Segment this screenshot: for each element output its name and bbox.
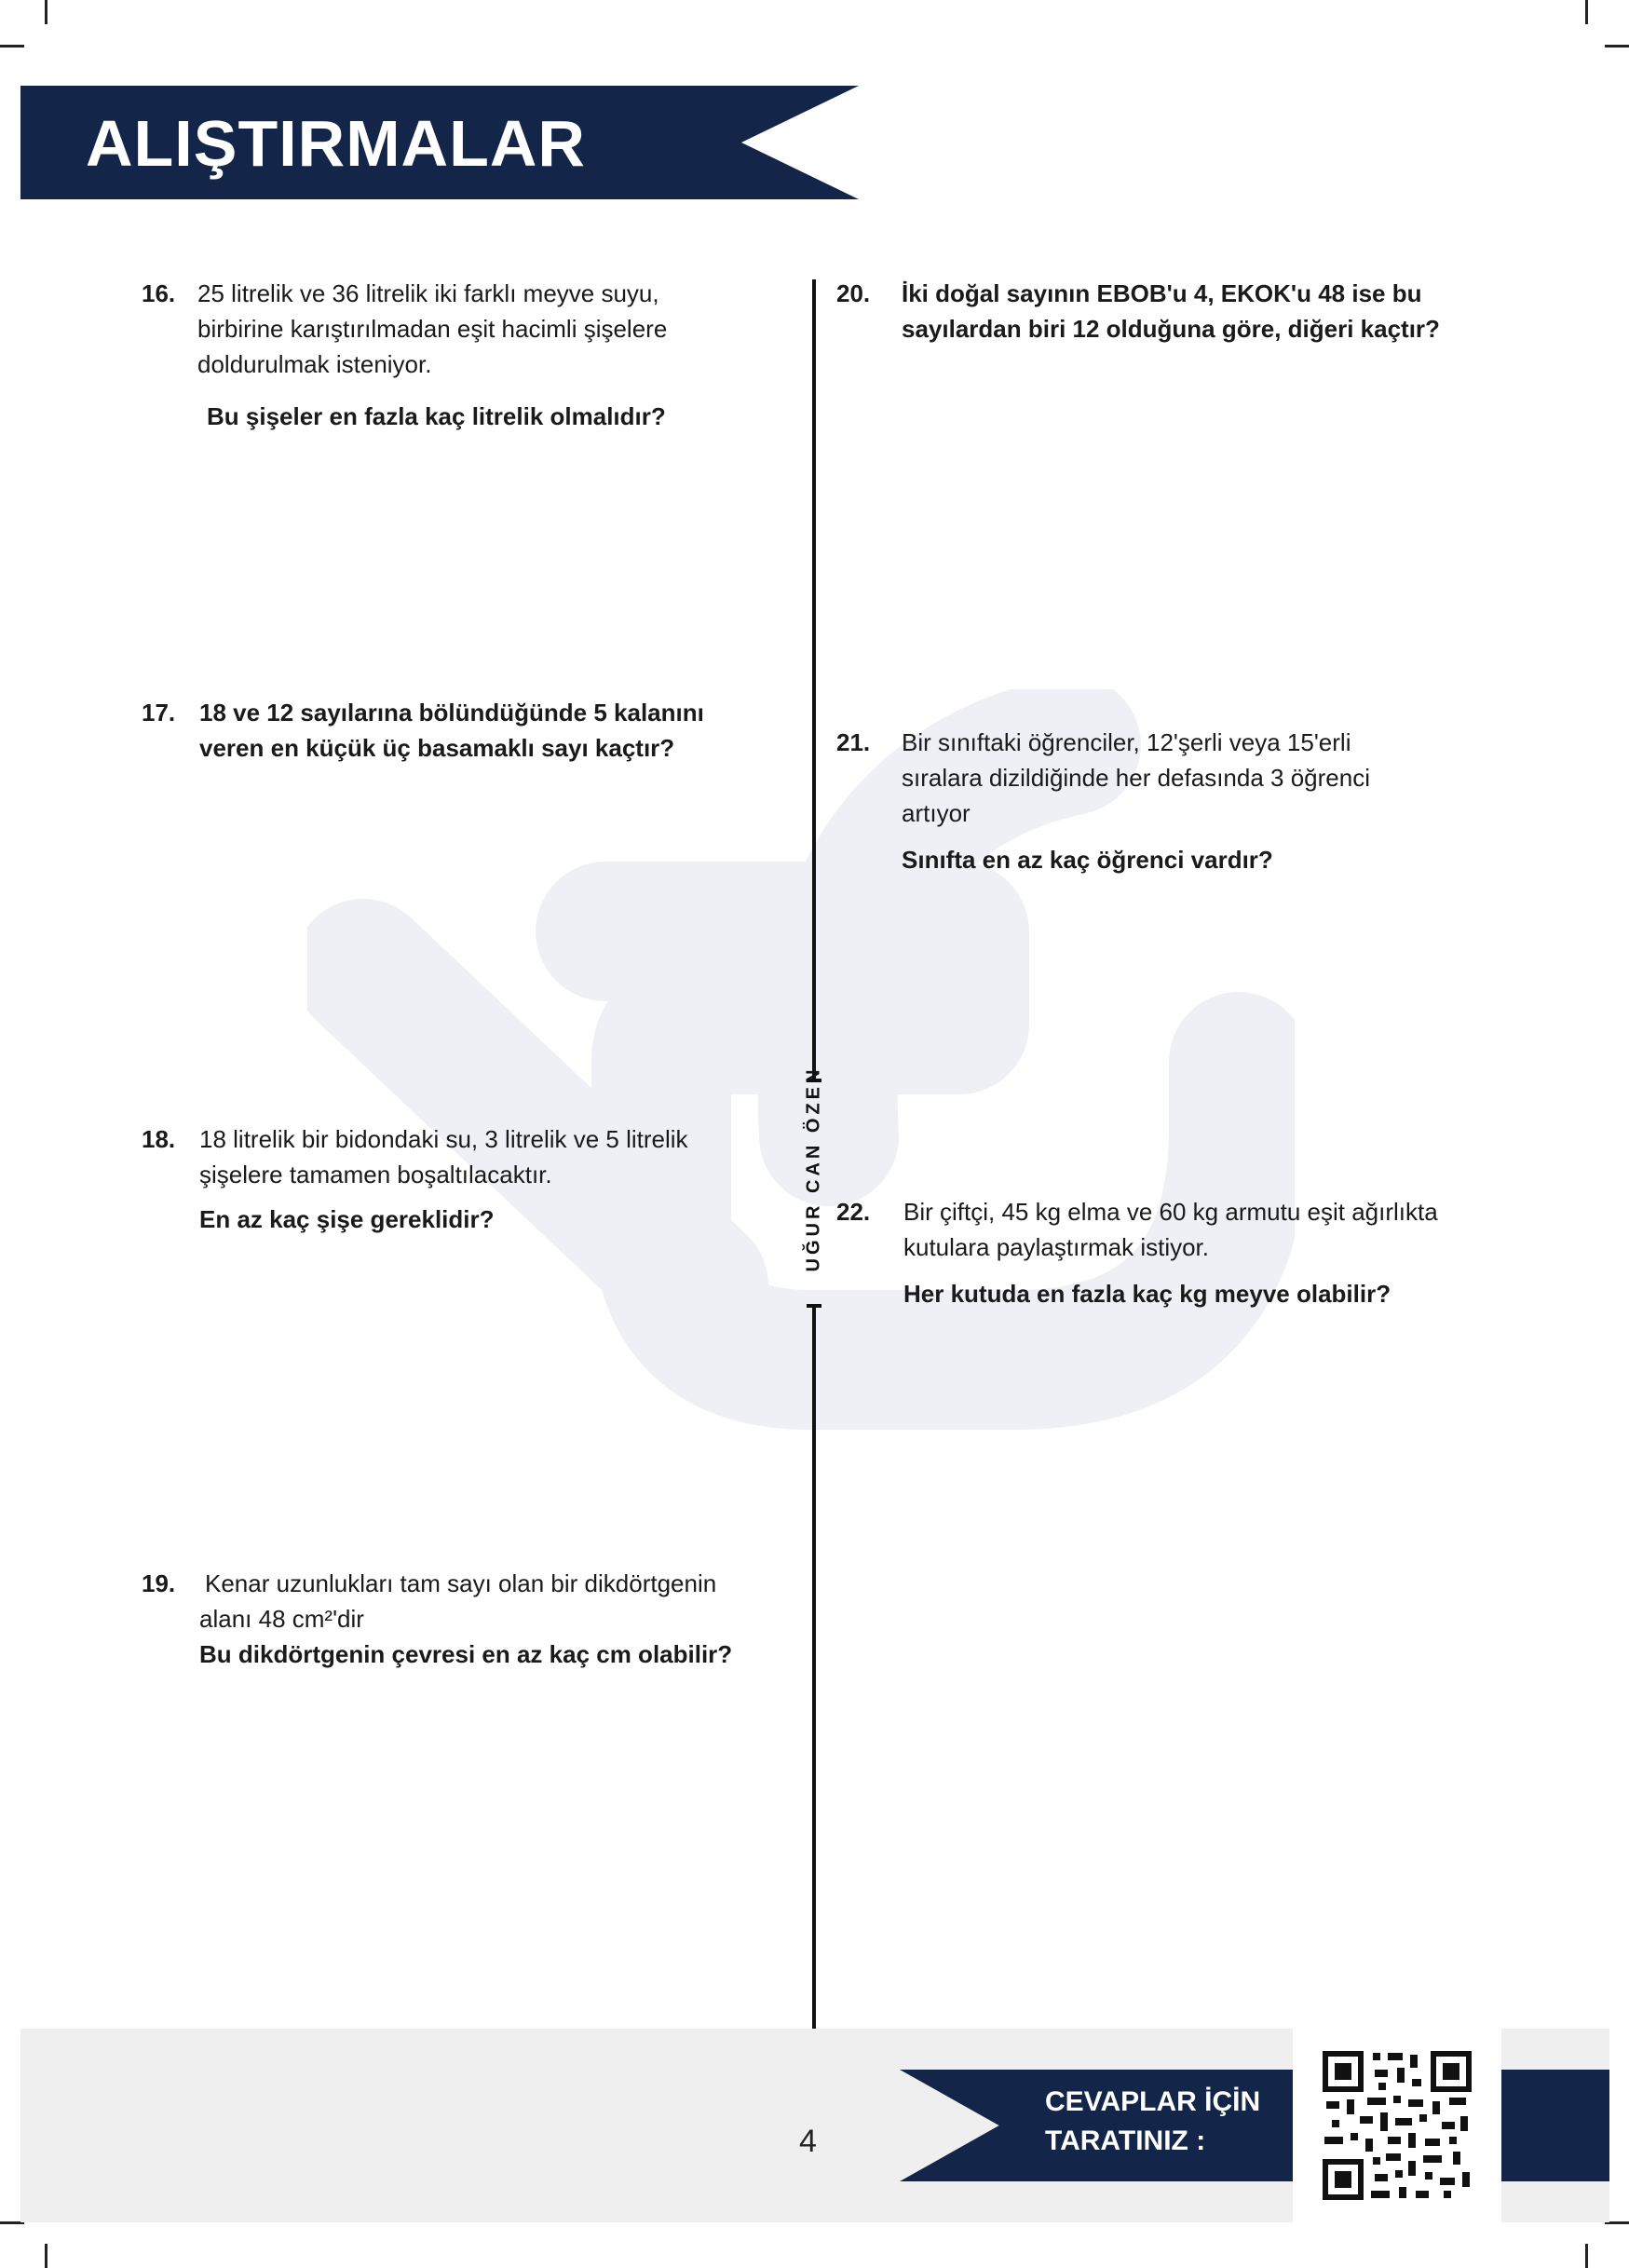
question-number: 18. bbox=[142, 1125, 176, 1153]
scan-instruction bbox=[1045, 2083, 1296, 2161]
column-divider-top bbox=[812, 279, 816, 1080]
question-text-line: 18 litrelik bir bidondaki su, 3 litrelik ve 5 litrelik bbox=[199, 1125, 688, 1153]
question-text-line: sıralara dizildiğinde her defasında 3 öğrenci bbox=[902, 764, 1370, 792]
question-16 bbox=[142, 276, 775, 443]
question-number: 21. bbox=[836, 728, 871, 756]
question-text-line: birbirine karıştırılmadan eşit hacimli şişelere bbox=[197, 315, 668, 343]
question-ask: En az kaç şişe gereklidir? bbox=[199, 1205, 495, 1233]
crop-mark bbox=[1585, 0, 1588, 24]
scan-instruction-line: CEVAPLAR İÇİN bbox=[1045, 2086, 1261, 2117]
question-text-line: artıyor bbox=[902, 799, 971, 827]
question-number: 20. bbox=[836, 279, 871, 307]
question-text-line: alanı 48 cm²'dir bbox=[199, 1605, 364, 1633]
qr-code-icon[interactable] bbox=[1323, 2051, 1472, 2200]
question-17 bbox=[142, 695, 775, 769]
question-text-line: şişelere tamamen boşaltılacaktır. bbox=[199, 1161, 552, 1188]
question-number: 16. bbox=[142, 279, 176, 307]
scan-instruction-line: TARATINIZ : bbox=[1045, 2125, 1206, 2156]
question-ask: Bu dikdörtgenin çevresi en az kaç cm olabilir? bbox=[199, 1640, 733, 1668]
crop-mark bbox=[1585, 2244, 1588, 2268]
question-ask-line: sayılardan biri 12 olduğuna göre, diğeri kaçtır? bbox=[902, 315, 1440, 343]
question-number: 17. bbox=[142, 699, 176, 727]
question-text-line: Bir sınıftaki öğrenciler, 12'şerli veya 15'erli bbox=[902, 728, 1351, 756]
crop-mark bbox=[0, 45, 24, 48]
crop-mark bbox=[45, 2244, 48, 2268]
page-title: ALIŞTIRMALAR bbox=[86, 107, 586, 180]
question-ask: Her kutuda en fazla kaç kg meyve olabilir? bbox=[903, 1280, 1391, 1308]
question-ask: Sınıfta en az kaç öğrenci vardır? bbox=[902, 846, 1273, 874]
question-22 bbox=[836, 1194, 1507, 1315]
crop-mark bbox=[1605, 45, 1629, 48]
question-19 bbox=[142, 1566, 794, 1677]
crop-mark bbox=[45, 0, 48, 24]
question-20 bbox=[836, 276, 1507, 350]
question-ask-line: İki doğal sayının EBOB'u 4, EKOK'u 48 ise bu bbox=[902, 279, 1422, 307]
question-ask-line: veren en küçük üç basamaklı sayı kaçtır? bbox=[199, 734, 675, 762]
column-divider-bottom bbox=[812, 1306, 816, 2112]
question-text-line: Kenar uzunlukları tam sayı olan bir dikdörtgenin bbox=[205, 1569, 717, 1597]
question-ask-line: 18 ve 12 sayılarına bölündüğünde 5 kalanını bbox=[199, 699, 704, 727]
question-text-line: 25 litrelik ve 36 litrelik iki farklı meyve suyu, bbox=[197, 279, 659, 307]
question-18 bbox=[142, 1121, 775, 1243]
page-number: 4 bbox=[799, 2124, 817, 2159]
question-number: 19. bbox=[142, 1569, 176, 1597]
question-text-line: Bir çiftçi, 45 kg elma ve 60 kg armutu eşit ağırlıkta bbox=[903, 1198, 1438, 1226]
question-21 bbox=[836, 725, 1507, 883]
question-text-line: kutulara paylaştırmak istiyor. bbox=[903, 1233, 1210, 1261]
question-number: 22. bbox=[836, 1198, 871, 1226]
question-ask: Bu şişeler en fazla kaç litrelik olmalıdır? bbox=[207, 402, 666, 430]
question-text-line: doldurulmak isteniyor. bbox=[197, 350, 432, 378]
author-label: UĞUR CAN ÖZEN bbox=[803, 1066, 824, 1272]
